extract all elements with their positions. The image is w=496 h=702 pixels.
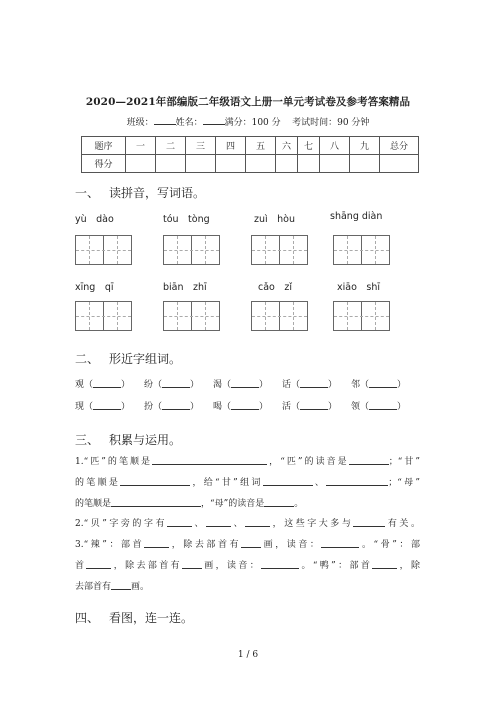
tianzige-box[interactable]	[75, 235, 132, 265]
answer-blank[interactable]	[231, 377, 259, 388]
col-3: 三	[186, 137, 216, 155]
char: 话	[282, 380, 292, 390]
exam-time: 考试时间：90 分钟	[292, 118, 370, 128]
pinyin-8: xiāo shī	[337, 282, 381, 293]
section-2-heading: 二、 形近字组词。	[75, 352, 182, 366]
char: 活	[282, 402, 292, 412]
section-4-heading: 四、 看图，连一连。	[75, 611, 194, 625]
section-3-title: 积累与运用。	[109, 433, 182, 447]
pinyin-6: biān zhī	[163, 282, 207, 293]
answer-blank[interactable]	[167, 516, 192, 527]
answer-blank[interactable]	[86, 558, 111, 569]
score-cell[interactable]	[320, 155, 350, 173]
char: 观	[75, 380, 85, 390]
section-2-title: 形近字组词。	[109, 352, 182, 366]
full-score: 满分：100 分	[224, 118, 281, 128]
score-table-score-row	[82, 155, 419, 173]
col-2: 二	[156, 137, 186, 155]
section-1-title: 读拼音，写词语。	[109, 186, 206, 200]
answer-blank[interactable]	[300, 377, 328, 388]
answer-blank[interactable]	[300, 399, 328, 410]
char: 喝	[213, 402, 223, 412]
answer-blank[interactable]	[326, 475, 388, 486]
tianzige-box[interactable]	[333, 235, 390, 265]
tianzige-box[interactable]	[251, 235, 308, 265]
document-title: 2020—2021年部编版二年级语文上册一单元考试卷及参考答案精品	[85, 96, 411, 108]
exam-info-line	[0, 115, 496, 128]
score-label: 得分	[82, 155, 126, 173]
answer-blank[interactable]	[263, 475, 313, 486]
tianzige-box[interactable]	[75, 301, 132, 331]
answer-blank[interactable]	[111, 496, 201, 507]
score-cell[interactable]	[298, 155, 320, 173]
pinyin-4: shāng diàn	[330, 211, 383, 222]
score-cell[interactable]	[380, 155, 419, 173]
pinyin-3: zuì hòu	[254, 214, 296, 225]
name-label: 姓名：	[175, 118, 203, 128]
answer-blank[interactable]	[206, 516, 231, 527]
question-1: 1.“匹”的笔顺是 ，“匹”的读音是 ；“甘” 的笔顺是 ，给“甘”组词 、 ；“母” 的笔顺是 ，“母”的读音是 。	[75, 452, 420, 515]
answer-blank[interactable]	[261, 558, 299, 569]
answer-blank[interactable]	[321, 537, 359, 548]
header-label: 题序	[82, 137, 126, 155]
answer-blank[interactable]	[372, 558, 397, 569]
col-1: 一	[126, 137, 156, 155]
class-label: 班级：	[126, 118, 154, 128]
score-cell[interactable]	[276, 155, 298, 173]
score-cell[interactable]	[350, 155, 380, 173]
answer-blank[interactable]	[241, 537, 261, 548]
question-3: 3.“辣”：部首 ，除去部首有 画，读音： 。“骨”：部 首 ，除去部首有 画，读音： 。“鸭”：部首 ，除 去部首有 画。	[75, 535, 420, 598]
col-6: 六	[276, 137, 298, 155]
answer-blank[interactable]	[144, 537, 169, 548]
section-4-title: 看图，连一连。	[109, 611, 194, 625]
col-total: 总分	[380, 137, 419, 155]
char: 现	[75, 402, 85, 412]
score-cell[interactable]	[156, 155, 186, 173]
pinyin-2: tóu tòng	[163, 214, 210, 225]
answer-blank[interactable]	[353, 516, 385, 527]
similar-chars-row-2: 现（ ） 扮（ ） 喝（ ） 活（ ） 领（ ）	[75, 399, 406, 412]
section-3-heading: 三、 积累与运用。	[75, 433, 182, 447]
answer-blank[interactable]	[349, 454, 389, 465]
char: 领	[351, 402, 361, 412]
similar-chars-row-1: 观（ ） 纷（ ） 渴（ ） 话（ ） 邻（ ）	[75, 377, 406, 390]
score-table	[81, 136, 419, 173]
tianzige-box[interactable]	[163, 301, 220, 331]
section-1-heading: 一、 读拼音，写词语。	[75, 186, 206, 200]
answer-blank[interactable]	[182, 558, 202, 569]
tianzige-box[interactable]	[163, 235, 220, 265]
col-8: 八	[320, 137, 350, 155]
score-cell[interactable]	[126, 155, 156, 173]
col-4: 四	[216, 137, 246, 155]
score-cell[interactable]	[186, 155, 216, 173]
class-blank	[154, 115, 176, 125]
col-9: 九	[350, 137, 380, 155]
answer-blank[interactable]	[93, 377, 121, 388]
col-5: 五	[246, 137, 276, 155]
page-number: 1 / 6	[237, 650, 259, 660]
score-table-header-row	[82, 137, 419, 155]
char: 渴	[213, 380, 223, 390]
answer-blank[interactable]	[152, 454, 267, 465]
pinyin-7: cǎo zǐ	[258, 282, 292, 293]
answer-blank[interactable]	[369, 399, 397, 410]
char: 扮	[144, 402, 154, 412]
answer-blank[interactable]	[245, 516, 270, 527]
char: 邻	[351, 380, 361, 390]
name-blank	[203, 115, 225, 125]
tianzige-box[interactable]	[251, 301, 308, 331]
answer-blank[interactable]	[111, 579, 131, 590]
answer-blank[interactable]	[93, 399, 121, 410]
question-2: 2.“贝”字旁的字有 、 、 ，这些字大多与 有关。	[75, 514, 420, 535]
answer-blank[interactable]	[120, 475, 190, 486]
score-cell[interactable]	[246, 155, 276, 173]
answer-blank[interactable]	[231, 399, 259, 410]
answer-blank[interactable]	[162, 377, 190, 388]
pinyin-1: yù dào	[75, 214, 114, 225]
score-cell[interactable]	[216, 155, 246, 173]
pinyin-5: xīng qī	[75, 282, 114, 293]
answer-blank[interactable]	[264, 496, 294, 507]
answer-blank[interactable]	[162, 399, 190, 410]
col-7: 七	[298, 137, 320, 155]
char: 纷	[144, 380, 154, 390]
answer-blank[interactable]	[369, 377, 397, 388]
tianzige-box[interactable]	[333, 301, 390, 331]
